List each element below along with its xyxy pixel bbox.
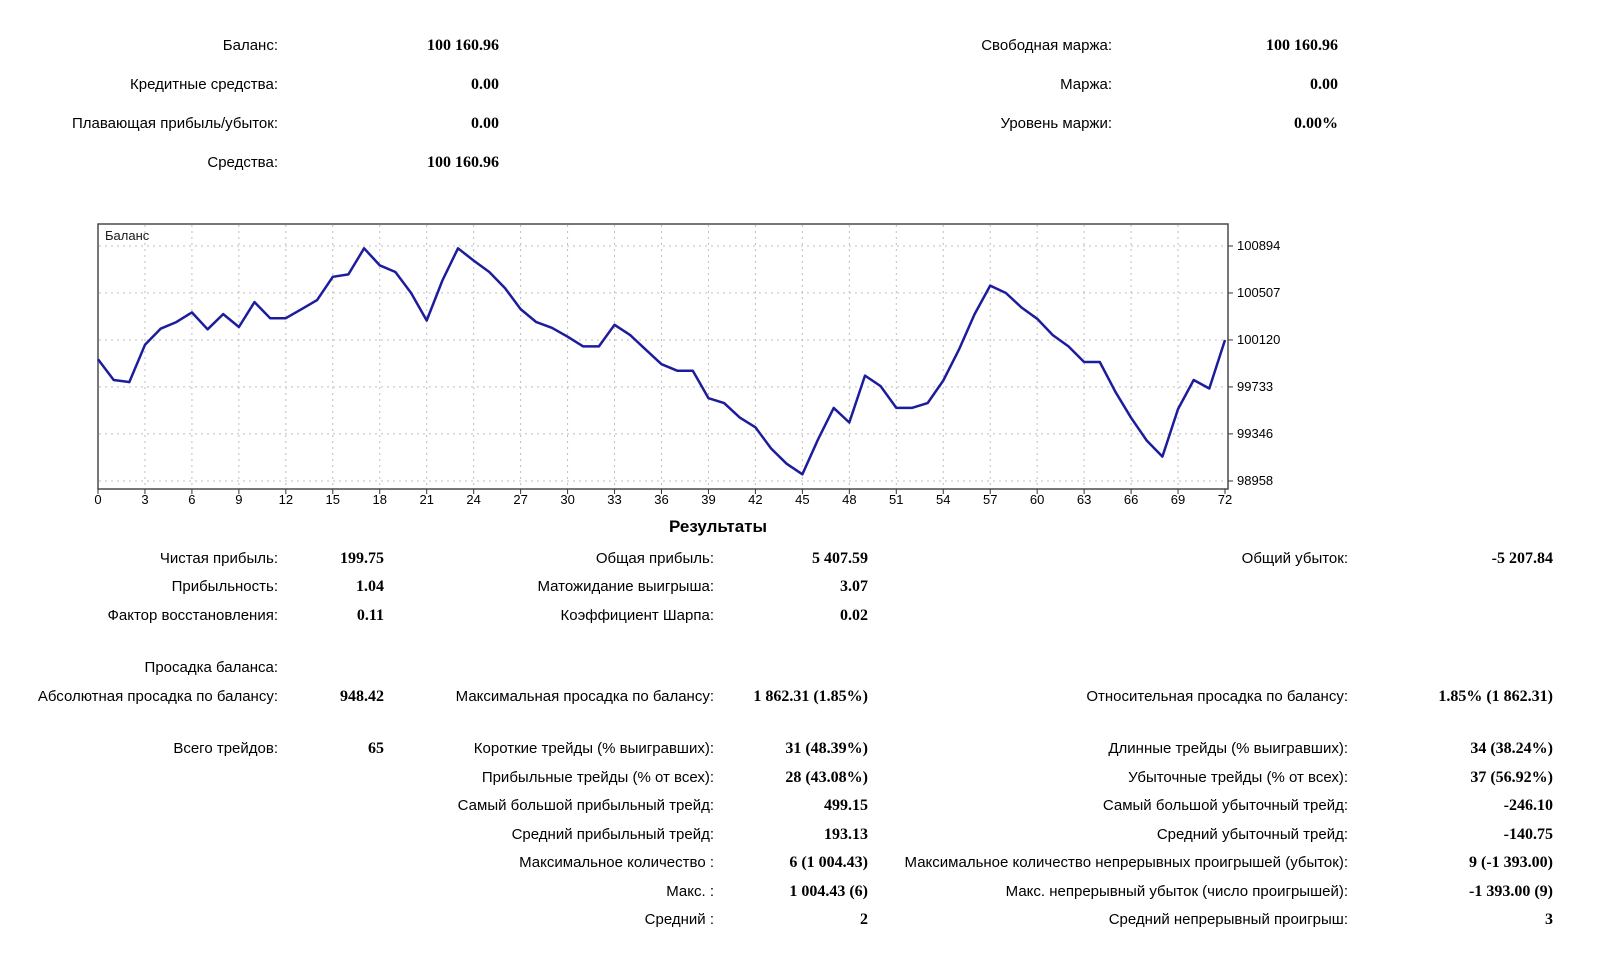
max-consecutive-losses-label: Максимальное количество непрерывных проигрышей (убыток): [904, 854, 1348, 871]
x-tick-label: 15 [325, 492, 341, 507]
balance-chart [97, 223, 1237, 496]
short-trades-value: 31 (48.39%) [785, 740, 868, 757]
max-consecutive-wins-value: 6 (1 004.43) [789, 854, 868, 871]
x-tick-label: 27 [513, 492, 528, 507]
free-margin-label: Свободная маржа: [981, 37, 1112, 54]
relative-drawdown-value: 1.85% (1 862.31) [1438, 688, 1553, 705]
average-loss-trade-label: Средний убыточный трейд: [1156, 826, 1348, 843]
average-profit-trade-label: Средний прибыльный трейд: [511, 826, 714, 843]
trades-row [0, 825, 1603, 845]
trades-row [0, 739, 1603, 759]
maximal-drawdown-label: Максимальная просадка по балансу: [455, 688, 714, 705]
y-tick-label: 100120 [1237, 331, 1281, 347]
account-summary-row [0, 153, 1603, 173]
absolute-drawdown-value: 948.42 [340, 688, 384, 705]
max-consecutive-profit-value: 1 004.43 (6) [789, 883, 868, 900]
long-trades-value: 34 (38.24%) [1470, 740, 1553, 757]
maximal-drawdown-value: 1 862.31 (1.85%) [753, 688, 868, 705]
x-tick-label: 69 [1170, 492, 1186, 507]
total-trades-label: Всего трейдов: [173, 740, 278, 757]
trades-row [0, 882, 1603, 902]
profit-factor-label: Прибыльность: [171, 578, 278, 595]
expected-payoff-value: 3.07 [840, 578, 868, 595]
margin-level-label: Уровень маржи: [1000, 115, 1112, 132]
total-trades-value: 65 [368, 740, 384, 757]
margin-label: Маржа: [1060, 76, 1112, 93]
largest-profit-trade-label: Самый большой прибыльный трейд: [457, 797, 714, 814]
margin-level-value: 0.00% [1294, 115, 1338, 132]
results-row [0, 549, 1603, 569]
x-tick-label: 39 [701, 492, 716, 507]
x-tick-label: 42 [748, 492, 763, 507]
x-tick-label: 48 [842, 492, 857, 507]
long-trades-label: Длинные трейды (% выигравших): [1108, 740, 1348, 757]
y-tick-label: 100507 [1237, 284, 1281, 300]
loss-trades-label: Убыточные трейды (% от всех): [1128, 769, 1348, 786]
account-summary-row [0, 75, 1603, 95]
x-tick-label: 12 [278, 492, 294, 507]
equity-value: 100 160.96 [427, 154, 499, 171]
drawdown-row [0, 687, 1603, 707]
largest-loss-trade-value: -246.10 [1503, 797, 1553, 814]
largest-loss-trade-label: Самый большой убыточный трейд: [1102, 797, 1348, 814]
x-tick-label: 45 [795, 492, 810, 507]
x-tick-label: 9 [235, 492, 243, 507]
x-tick-label: 6 [188, 492, 196, 507]
y-tick-label: 98958 [1237, 473, 1274, 488]
relative-drawdown-label: Относительная просадка по балансу: [1086, 688, 1348, 705]
account-summary-row [0, 114, 1603, 134]
trades-row [0, 796, 1603, 816]
balance-chart-legend: Баланс [105, 228, 150, 243]
average-loss-trade-value: -140.75 [1503, 826, 1553, 843]
max-consecutive-wins-label: Максимальное количество : [519, 854, 714, 871]
loss-trades-value: 37 (56.92%) [1470, 769, 1553, 786]
profit-factor-value: 1.04 [356, 578, 384, 595]
net-profit-label: Чистая прибыль: [159, 550, 278, 567]
free-margin-value: 100 160.96 [1266, 37, 1338, 54]
balance-chart-svg [97, 223, 1237, 496]
largest-profit-trade-value: 499.15 [824, 797, 868, 814]
y-tick-label: 99346 [1237, 425, 1274, 441]
profit-trades-label: Прибыльные трейды (% от всех): [481, 769, 714, 786]
short-trades-label: Короткие трейды (% выигравших): [473, 740, 714, 757]
floating-pl-label: Плавающая прибыль/убыток: [71, 115, 278, 132]
expected-payoff-label: Матожидание выигрыша: [537, 578, 714, 595]
x-tick-label: 0 [94, 492, 102, 507]
x-tick-label: 21 [419, 492, 434, 507]
trades-row [0, 768, 1603, 788]
results-row [0, 577, 1603, 597]
x-tick-label: 18 [372, 492, 387, 507]
x-tick-label: 3 [141, 492, 149, 507]
net-profit-value: 199.75 [340, 550, 384, 567]
average-consecutive-losses-label: Средний непрерывный проигрыш: [1108, 911, 1348, 928]
max-consecutive-losses-value: 9 (-1 393.00) [1469, 854, 1553, 871]
gross-profit-value: 5 407.59 [812, 550, 868, 567]
equity-label: Средства: [207, 154, 278, 171]
gross-loss-value: -5 207.84 [1491, 550, 1553, 567]
average-consecutive-losses-value: 3 [1545, 911, 1553, 928]
max-consecutive-loss-value: -1 393.00 (9) [1469, 883, 1553, 900]
drawdown-header-row [0, 658, 1603, 678]
x-tick-label: 57 [982, 492, 998, 507]
account-summary-row [0, 36, 1603, 56]
x-tick-label: 63 [1076, 492, 1092, 507]
average-consecutive-wins-value: 2 [860, 911, 868, 928]
x-tick-label: 30 [560, 492, 575, 507]
x-tick-label: 33 [607, 492, 622, 507]
gross-loss-label: Общий убыток: [1241, 550, 1348, 567]
recovery-factor-value: 0.11 [356, 607, 384, 624]
profit-trades-value: 28 (43.08%) [785, 769, 868, 786]
credit-label: Кредитные средства: [130, 76, 278, 93]
x-tick-label: 60 [1029, 492, 1045, 507]
average-consecutive-wins-label: Средний : [644, 911, 714, 928]
x-tick-label: 51 [889, 492, 904, 507]
average-profit-trade-value: 193.13 [824, 826, 868, 843]
absolute-drawdown-label: Абсолютная просадка по балансу: [37, 688, 278, 705]
margin-value: 0.00 [1310, 76, 1338, 93]
max-consecutive-loss-label: Макс. непрерывный убыток (число проигрышей): [1005, 883, 1348, 900]
results-title: Результаты [668, 517, 767, 536]
balance-drawdown-header: Просадка баланса: [144, 659, 278, 676]
x-tick-label: 24 [466, 492, 481, 507]
floating-pl-value: 0.00 [471, 115, 499, 132]
trades-row [0, 853, 1603, 873]
results-row [0, 606, 1603, 626]
x-tick-label: 36 [654, 492, 669, 507]
sharpe-ratio-value: 0.02 [840, 607, 868, 624]
gross-profit-label: Общая прибыль: [595, 550, 714, 567]
balance-label: Баланс: [222, 37, 278, 54]
x-tick-label: 54 [936, 492, 951, 507]
sharpe-ratio-label: Коэффициент Шарпа: [560, 607, 714, 624]
x-tick-label: 66 [1123, 492, 1139, 507]
y-tick-label: 99733 [1237, 378, 1274, 394]
recovery-factor-label: Фактор восстановления: [107, 607, 278, 624]
x-tick-label: 72 [1217, 492, 1233, 507]
trades-row [0, 910, 1603, 930]
credit-value: 0.00 [471, 76, 499, 93]
y-tick-label: 100894 [1237, 238, 1281, 253]
max-consecutive-profit-label: Макс. : [666, 883, 714, 900]
balance-value: 100 160.96 [427, 37, 499, 54]
